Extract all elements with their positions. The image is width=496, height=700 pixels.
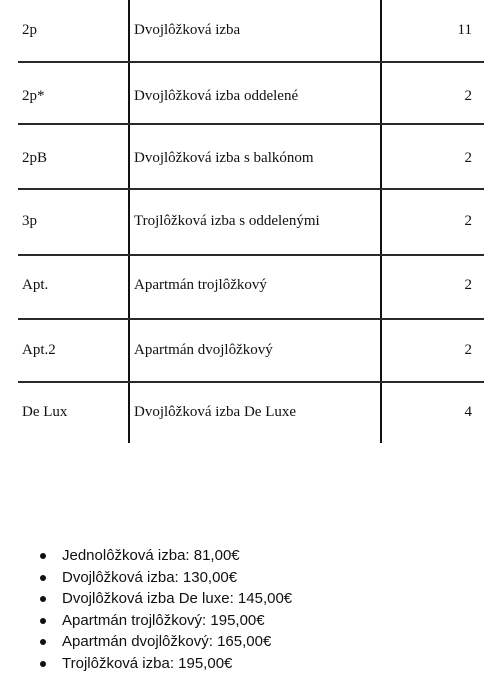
price-text: Apartmán trojlôžkový: 195,00€ [62, 611, 265, 629]
room-count: 11 [457, 22, 472, 38]
list-item [40, 567, 292, 589]
room-count: 2 [464, 342, 472, 358]
room-description: Apartmán trojlôžkový [134, 277, 267, 293]
bullet-icon [40, 596, 46, 602]
room-count: 2 [464, 150, 472, 166]
room-code: 2p* [22, 88, 45, 104]
price-list [40, 545, 292, 674]
room-code: De Lux [22, 404, 68, 420]
list-item [40, 588, 292, 610]
room-count: 2 [464, 88, 472, 104]
row-divider [18, 318, 484, 320]
row-divider [18, 123, 484, 125]
bullet-icon [40, 575, 46, 581]
table-row [0, 18, 496, 42]
row-divider [18, 61, 484, 63]
table-row [0, 400, 496, 424]
room-description: Dvojlôžková izba De Luxe [134, 404, 297, 420]
room-count: 4 [464, 404, 472, 420]
price-text: Trojlôžková izba: 195,00€ [62, 654, 233, 672]
price-text: Jednolôžková izba: 81,00€ [62, 547, 240, 564]
table-row [0, 146, 496, 170]
room-code: 2pB [22, 150, 48, 166]
price-text: Dvojlôžková izba De luxe: 145,00€ [62, 590, 293, 607]
list-item [40, 545, 292, 567]
bullet-icon [40, 639, 46, 645]
table-row [0, 338, 496, 362]
room-description: Dvojlôžková izba s balkónom [134, 150, 314, 166]
list-item [40, 653, 292, 675]
table-row [0, 84, 496, 108]
room-code: Apt.2 [22, 342, 56, 358]
list-item [40, 631, 292, 653]
room-description: Apartmán dvojlôžkový [134, 342, 273, 358]
table-row [0, 273, 496, 297]
bullet-icon [40, 618, 46, 624]
room-description: Dvojlôžková izba [134, 22, 241, 38]
bullet-icon [40, 661, 46, 667]
room-code: Apt. [22, 277, 49, 293]
room-description: Trojlôžková izba s oddelenými [134, 213, 320, 229]
row-divider [18, 381, 484, 383]
room-description: Dvojlôžková izba oddelené [134, 88, 299, 104]
price-text: Dvojlôžková izba: 130,00€ [62, 568, 238, 586]
list-item [40, 610, 292, 632]
row-divider [18, 188, 484, 190]
room-count: 2 [464, 213, 472, 229]
bullet-icon [40, 553, 46, 559]
table-row [0, 209, 496, 233]
room-code: 2p [22, 22, 37, 38]
room-count: 2 [464, 277, 472, 293]
row-divider [18, 254, 484, 256]
room-code: 3p [22, 213, 37, 229]
price-text: Apartmán dvojlôžkový: 165,00€ [62, 633, 272, 650]
